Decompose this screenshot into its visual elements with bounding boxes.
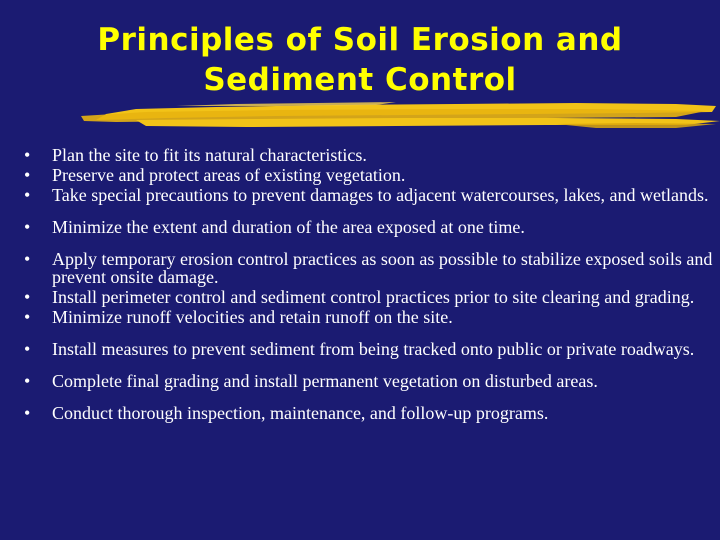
bullet-text: Conduct thorough inspection, maintenance, and follow-up programs. — [52, 403, 549, 423]
bullet-dot: • — [24, 403, 31, 423]
bullet-text: Install measures to prevent sediment from being tracked onto public or private roadways. — [52, 339, 695, 359]
title-line-1: Principles of Soil Erosion and — [97, 22, 623, 58]
bullet-dot: • — [24, 287, 31, 307]
bullet-dot: • — [24, 249, 31, 269]
bullet-item-7 — [24, 308, 718, 326]
bullet-list — [24, 146, 718, 422]
bullet-dot: • — [24, 307, 31, 327]
bullet-text: Preserve and protect areas of existing vegetation. — [52, 165, 406, 185]
bullet-dot: • — [24, 339, 31, 359]
bullet-text: Apply temporary erosion control practices as soon as possible to stabilize exposed soils and prevent onsite damage. — [52, 249, 713, 287]
bullet-text: Take special precautions to prevent damages to adjacent watercourses, lakes, and wetlands. — [52, 185, 709, 205]
bullet-dot: • — [24, 371, 31, 391]
bullet-item-2 — [24, 166, 718, 184]
bullet-item-5 — [24, 250, 718, 286]
bullet-item-4 — [24, 218, 718, 236]
bullet-text: Minimize runoff velocities and retain runoff on the site. — [52, 307, 453, 327]
bullet-item-8 — [24, 340, 718, 358]
brush-stroke-underline — [76, 100, 720, 130]
bullet-dot: • — [24, 185, 31, 205]
bullet-item-9 — [24, 372, 718, 390]
bullet-item-10 — [24, 404, 718, 422]
bullet-text: Plan the site to fit its natural characteristics. — [52, 145, 367, 165]
bullet-text: Install perimeter control and sediment control practices prior to site clearing and grading. — [52, 287, 695, 307]
bullet-item-6 — [24, 288, 718, 306]
title-line-2: Sediment Control — [203, 62, 517, 98]
bullet-item-1 — [24, 146, 718, 164]
bullet-text: Minimize the extent and duration of the area exposed at one time. — [52, 217, 525, 237]
slide-title — [0, 20, 720, 100]
bullet-dot: • — [24, 145, 31, 165]
bullet-item-3 — [24, 186, 718, 204]
bullet-text: Complete final grading and install permanent vegetation on disturbed areas. — [52, 371, 598, 391]
bullet-dot: • — [24, 165, 31, 185]
bullet-dot: • — [24, 217, 31, 237]
